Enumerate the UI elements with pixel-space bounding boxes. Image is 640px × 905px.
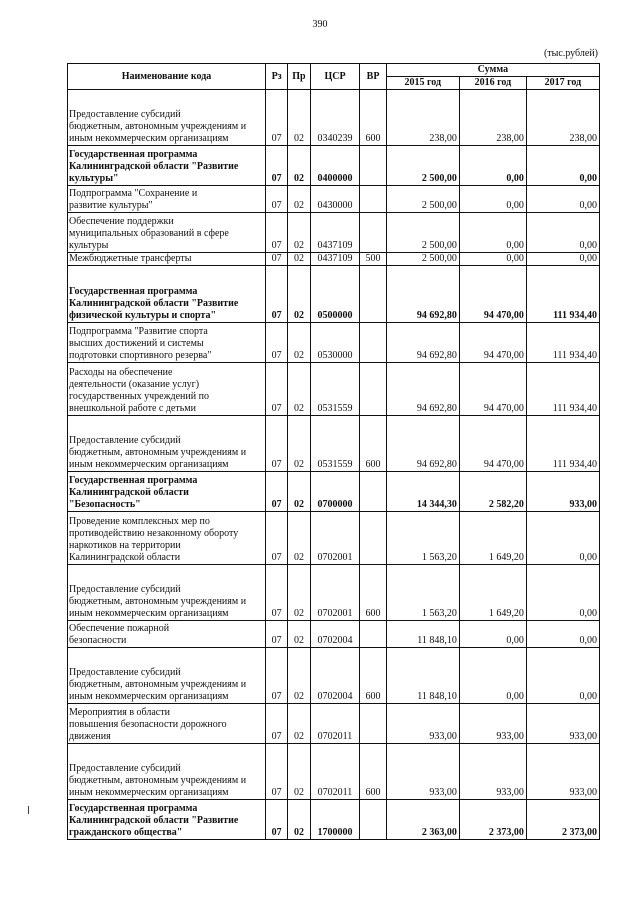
budget-table	[67, 63, 600, 840]
row-vr	[360, 323, 386, 363]
row-2017: 238,00	[526, 90, 599, 146]
row-vr: 600	[360, 416, 386, 472]
row-pr: 02	[288, 621, 310, 648]
row-2016: 0,00	[459, 186, 526, 213]
row-2015: 14 344,30	[386, 472, 459, 512]
row-2016: 0,00	[459, 146, 526, 186]
row-2015: 11 848,10	[386, 621, 459, 648]
row-2015: 94 692,80	[386, 416, 459, 472]
row-rz: 07	[265, 648, 287, 704]
row-csr: 0702001	[310, 565, 360, 621]
row-pr: 02	[288, 416, 310, 472]
row-csr: 0702001	[310, 512, 360, 565]
row-csr: 0340239	[310, 90, 360, 146]
row-2017: 0,00	[526, 186, 599, 213]
row-csr: 0531559	[310, 363, 360, 416]
row-name: Государственная программа Калининградской области "Безопасность"	[68, 472, 266, 512]
row-name: Государственная программа Калининградской области "Развитие физической культуры и спорта"	[68, 266, 266, 323]
row-rz: 07	[265, 472, 287, 512]
row-name: Предоставление субсидий бюджетным, автономным учреждениям и иным некоммерческим организациям	[68, 90, 266, 146]
row-pr: 02	[288, 704, 310, 744]
row-name: Межбюджетные трансферты	[68, 253, 266, 266]
row-vr	[360, 472, 386, 512]
row-vr: 600	[360, 90, 386, 146]
row-2017: 0,00	[526, 648, 599, 704]
table-row	[68, 565, 600, 621]
row-2015: 2 500,00	[386, 146, 459, 186]
row-rz: 07	[265, 800, 287, 840]
row-csr: 0437109	[310, 253, 360, 266]
row-vr	[360, 186, 386, 213]
row-2016: 94 470,00	[459, 363, 526, 416]
row-2017: 933,00	[526, 472, 599, 512]
row-vr: 600	[360, 565, 386, 621]
row-2015: 933,00	[386, 744, 459, 800]
row-2017: 0,00	[526, 146, 599, 186]
table-row	[68, 704, 600, 744]
row-2016: 2 582,20	[459, 472, 526, 512]
row-rz: 07	[265, 704, 287, 744]
row-name: Предоставление субсидий бюджетным, автономным учреждениям и иным некоммерческим организациям	[68, 744, 266, 800]
row-2017: 0,00	[526, 565, 599, 621]
row-rz: 07	[265, 323, 287, 363]
row-name: Мероприятия в области повышения безопасности дорожного движения	[68, 704, 266, 744]
row-pr: 02	[288, 323, 310, 363]
row-2016: 94 470,00	[459, 266, 526, 323]
row-csr: 0702004	[310, 621, 360, 648]
row-rz: 07	[265, 512, 287, 565]
row-vr	[360, 213, 386, 253]
row-pr: 02	[288, 186, 310, 213]
row-2016: 933,00	[459, 704, 526, 744]
row-name: Подпрограмма "Развитие спорта высших достижений и системы подготовки спортивного резерва"	[68, 323, 266, 363]
row-2017: 0,00	[526, 512, 599, 565]
row-2017: 111 934,40	[526, 416, 599, 472]
table-row	[68, 363, 600, 416]
row-rz: 07	[265, 253, 287, 266]
row-pr: 02	[288, 800, 310, 840]
table-row	[68, 266, 600, 323]
header-2016: 2016 год	[459, 77, 526, 90]
row-2016: 0,00	[459, 621, 526, 648]
row-vr: 500	[360, 253, 386, 266]
row-vr	[360, 704, 386, 744]
row-rz: 07	[265, 146, 287, 186]
table-row	[68, 186, 600, 213]
row-name: Предоставление субсидий бюджетным, автономным учреждениям и иным некоммерческим организациям	[68, 565, 266, 621]
page-number: 390	[312, 19, 328, 30]
row-pr: 02	[288, 565, 310, 621]
row-rz: 07	[265, 186, 287, 213]
header-name: Наименование кода	[68, 64, 266, 90]
row-vr	[360, 266, 386, 323]
row-rz: 07	[265, 744, 287, 800]
row-2016: 94 470,00	[459, 416, 526, 472]
row-name: Государственная программа Калининградской области "Развитие культуры"	[68, 146, 266, 186]
row-2015: 11 848,10	[386, 648, 459, 704]
row-name: Обеспечение пожарной безопасности	[68, 621, 266, 648]
row-vr	[360, 800, 386, 840]
row-pr: 02	[288, 90, 310, 146]
row-csr: 0437109	[310, 213, 360, 253]
row-2016: 1 649,20	[459, 565, 526, 621]
row-name: Расходы на обеспечение деятельности (оказание услуг) государственных учреждений по внешкольной работе с детьми	[68, 363, 266, 416]
row-csr: 0702011	[310, 704, 360, 744]
row-name: Предоставление субсидий бюджетным, автономным учреждениям и иным некоммерческим организациям	[68, 648, 266, 704]
row-2016: 2 373,00	[459, 800, 526, 840]
header-csr: ЦСР	[310, 64, 360, 90]
row-2017: 2 373,00	[526, 800, 599, 840]
margin-mark	[28, 806, 29, 814]
row-2015: 2 500,00	[386, 186, 459, 213]
row-2016: 238,00	[459, 90, 526, 146]
row-csr: 0702004	[310, 648, 360, 704]
table-row	[68, 800, 600, 840]
table-row	[68, 323, 600, 363]
row-vr	[360, 512, 386, 565]
row-2015: 94 692,80	[386, 323, 459, 363]
row-2015: 94 692,80	[386, 363, 459, 416]
row-csr: 0430000	[310, 186, 360, 213]
row-2017: 0,00	[526, 253, 599, 266]
row-rz: 07	[265, 565, 287, 621]
table-row	[68, 648, 600, 704]
row-2015: 1 563,20	[386, 565, 459, 621]
row-2016: 1 649,20	[459, 512, 526, 565]
row-2016: 933,00	[459, 744, 526, 800]
row-csr: 0702011	[310, 744, 360, 800]
row-csr: 0500000	[310, 266, 360, 323]
row-csr: 0530000	[310, 323, 360, 363]
row-pr: 02	[288, 363, 310, 416]
row-pr: 02	[288, 213, 310, 253]
header-vr: ВР	[360, 64, 386, 90]
row-csr: 0531559	[310, 416, 360, 472]
header-rz: Рз	[265, 64, 287, 90]
table-row	[68, 213, 600, 253]
row-pr: 02	[288, 253, 310, 266]
row-2015: 2 363,00	[386, 800, 459, 840]
row-name: Государственная программа Калининградской области "Развитие гражданского общества"	[68, 800, 266, 840]
row-pr: 02	[288, 146, 310, 186]
row-pr: 02	[288, 512, 310, 565]
header-pr: Пр	[288, 64, 310, 90]
row-rz: 07	[265, 416, 287, 472]
row-2017: 111 934,40	[526, 266, 599, 323]
table-row	[68, 744, 600, 800]
row-pr: 02	[288, 744, 310, 800]
row-2015: 238,00	[386, 90, 459, 146]
header-sum: Сумма	[386, 64, 599, 77]
row-rz: 07	[265, 363, 287, 416]
unit-label: (тыс.рублей)	[543, 48, 598, 59]
row-2015: 1 563,20	[386, 512, 459, 565]
row-vr: 600	[360, 744, 386, 800]
row-pr: 02	[288, 266, 310, 323]
row-rz: 07	[265, 90, 287, 146]
row-2017: 0,00	[526, 621, 599, 648]
row-name: Предоставление субсидий бюджетным, автономным учреждениям и иным некоммерческим организациям	[68, 416, 266, 472]
row-vr	[360, 146, 386, 186]
row-2015: 933,00	[386, 704, 459, 744]
row-2016: 0,00	[459, 213, 526, 253]
row-2015: 2 500,00	[386, 253, 459, 266]
row-2016: 0,00	[459, 253, 526, 266]
row-2017: 933,00	[526, 744, 599, 800]
row-name: Проведение комплексных мер по противодействию незаконному обороту наркотиков на территории Калининградской области	[68, 512, 266, 565]
row-name: Подпрограмма "Сохранение и развитие культуры"	[68, 186, 266, 213]
header-2017: 2017 год	[526, 77, 599, 90]
table-row	[68, 253, 600, 266]
table-row	[68, 416, 600, 472]
row-csr: 0700000	[310, 472, 360, 512]
row-rz: 07	[265, 621, 287, 648]
row-vr	[360, 363, 386, 416]
row-2017: 111 934,40	[526, 363, 599, 416]
row-vr	[360, 621, 386, 648]
row-vr: 600	[360, 648, 386, 704]
table-row	[68, 90, 600, 146]
table-body	[68, 90, 600, 840]
row-2015: 2 500,00	[386, 213, 459, 253]
table-row	[68, 621, 600, 648]
table-row	[68, 512, 600, 565]
table-row	[68, 472, 600, 512]
row-csr: 1700000	[310, 800, 360, 840]
row-pr: 02	[288, 648, 310, 704]
row-2015: 94 692,80	[386, 266, 459, 323]
row-2017: 0,00	[526, 213, 599, 253]
row-rz: 07	[265, 266, 287, 323]
header-2015: 2015 год	[386, 77, 459, 90]
table-row	[68, 146, 600, 186]
row-2016: 0,00	[459, 648, 526, 704]
row-rz: 07	[265, 213, 287, 253]
row-2017: 933,00	[526, 704, 599, 744]
row-2017: 111 934,40	[526, 323, 599, 363]
row-pr: 02	[288, 472, 310, 512]
row-2016: 94 470,00	[459, 323, 526, 363]
row-name: Обеспечение поддержки муниципальных образований в сфере культуры	[68, 213, 266, 253]
row-csr: 0400000	[310, 146, 360, 186]
